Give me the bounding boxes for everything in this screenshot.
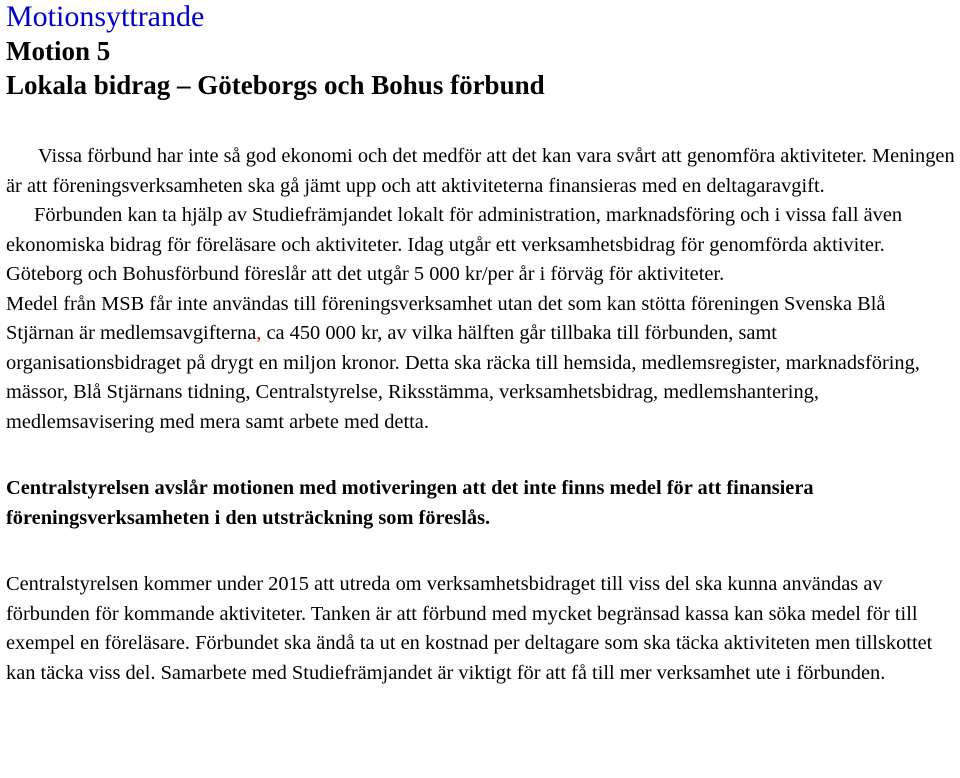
highlighted-comma: , — [256, 322, 262, 344]
paragraph-background: Vissa förbund har inte så god ekonomi och det medför att det kan vara svårt att genomföra aktiviteter. Meningen är att föreningsverksamheten ska gå jämt upp och att aktiviteterna finansieras med en deltagaravgift. — [6, 145, 955, 197]
decision-statement: Centralstyrelsen avslår motionen med motiveringen att det inte finns medel för att finansiera föreningsverksamheten i den utsträckning som föreslås. — [6, 477, 814, 529]
motion-title: Lokala bidrag – Göteborgs och Bohus förbund — [6, 70, 545, 100]
document-page — [6, 0, 956, 688]
paragraph-funding-part2: ca 450 000 kr, av vilka hälften går tillbaka till förbunden, samt organisationsbidraget på drygt en miljon kronor. Detta ska räcka till hemsida, medlemsregister, marknadsföring, mässor, Blå Stjärnans tidning, Centralstyrelse, Riksstämma, verksamhetsbidrag, medlemshantering, medlemsavisering med mera samt arbete med detta. — [6, 322, 920, 433]
paragraph-proposal: Förbunden kan ta hjälp av Studiefrämjandet lokalt för administration, marknadsföring och i vissa fall även ekonomiska bidrag för föreläsare och aktiviteter. Idag utgår ett verksamhetsbidrag för genomförda aktiviter. Göteborg och Bohusförbund föreslår att det utgår 5 000 kr/per år i förväg för aktiviteter. — [6, 204, 903, 285]
paragraph-funding-part1: Medel från MSB får inte användas till föreningsverksamhet utan det som kan stötta föreningen Svenska Blå Stjärnan är medlemsavgifterna — [6, 292, 886, 344]
document-heading: Motionsyttrande — [6, 0, 205, 33]
motion-number: Motion 5 — [6, 36, 111, 66]
paragraph-funding — [6, 290, 956, 438]
paragraph-future-plan: Centralstyrelsen kommer under 2015 att utreda om verksamhetsbidraget till viss del ska kunna användas av förbunden för kommande aktiviteter. Tanken är att förbund med mycket begränsad kassa kan söka medel för till exempel en föreläsare. Förbundet ska ändå ta ut en kostnad per deltagare som ska täcka aktiviteten men tillskottet kan täcka viss del. Samarbete med Studiefrämjandet är viktigt för att få till mer verksamhet ute i förbunden. — [6, 573, 933, 684]
